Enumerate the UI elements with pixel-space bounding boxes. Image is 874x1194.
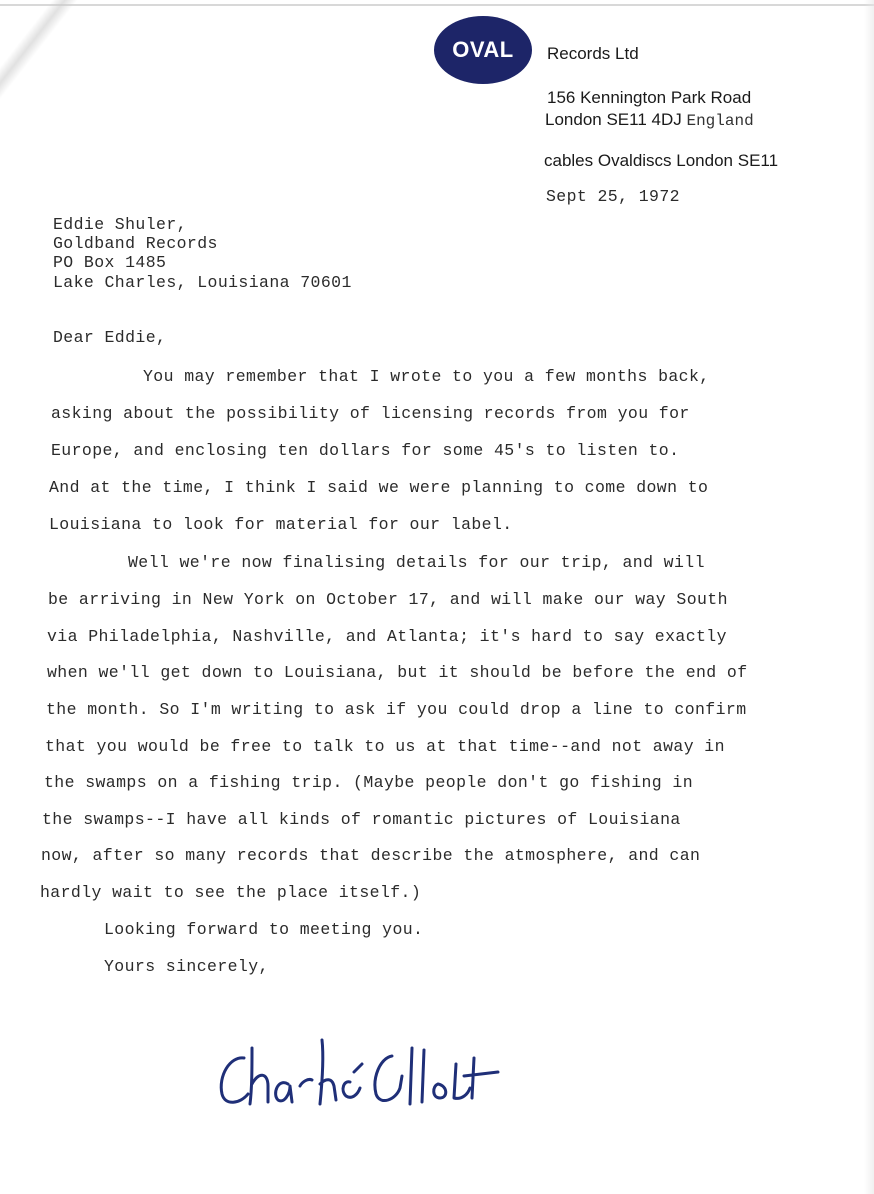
recipient-name: Eddie Shuler, xyxy=(53,215,187,234)
letter-date: Sept 25, 1972 xyxy=(546,187,680,206)
address-country: England xyxy=(686,112,754,130)
body-line: You may remember that I wrote to you a few months back, xyxy=(143,367,710,386)
recipient-company: Goldband Records xyxy=(53,234,218,253)
body-line: Louisiana to look for material for our label. xyxy=(49,515,513,534)
company-name: Records Ltd xyxy=(547,44,639,63)
scan-edge-line xyxy=(0,4,874,6)
scan-right-edge xyxy=(864,0,874,1194)
oval-logo xyxy=(434,16,532,84)
recipient-city: Lake Charles, Louisiana 70601 xyxy=(53,273,352,292)
body-line: Well we're now finalising details for our trip, and will xyxy=(128,553,705,572)
recipient-po-box: PO Box 1485 xyxy=(53,253,167,272)
body-line: asking about the possibility of licensing records from you for xyxy=(51,404,690,423)
address-city: London SE11 4DJ xyxy=(545,110,682,129)
body-line: that you would be free to talk to us at that time--and not away in xyxy=(45,737,725,756)
body-line: the swamps--I have all kinds of romantic pictures of Louisiana xyxy=(42,810,681,829)
logo-text: OVAL xyxy=(452,37,514,62)
body-line: now, after so many records that describe the atmosphere, and can xyxy=(41,846,701,865)
body-line: And at the time, I think I said we were planning to come down to xyxy=(49,478,709,497)
body-line: Europe, and enclosing ten dollars for some 45's to listen to. xyxy=(51,441,680,460)
address-line-1: 156 Kennington Park Road xyxy=(547,88,752,107)
salutation: Dear Eddie, xyxy=(53,328,167,347)
body-line: be arriving in New York on October 17, and will make our way South xyxy=(48,590,728,609)
body-line: via Philadelphia, Nashville, and Atlanta; it's hard to say exactly xyxy=(47,627,727,646)
closing: Yours sincerely, xyxy=(104,957,269,976)
body-line: hardly wait to see the place itself.) xyxy=(40,883,422,902)
body-line: when we'll get down to Louisiana, but it should be before the end of xyxy=(47,663,748,682)
cables-line: cables Ovaldiscs London SE11 xyxy=(544,151,779,170)
paper-fold-shadow xyxy=(0,0,170,166)
address-line-2 xyxy=(545,110,754,130)
body-line: the swamps on a fishing trip. (Maybe people don't go fishing in xyxy=(44,773,694,792)
handwritten-signature xyxy=(212,1028,512,1118)
body-line: Looking forward to meeting you. xyxy=(104,920,424,939)
body-line: the month. So I'm writing to ask if you could drop a line to confirm xyxy=(46,700,747,719)
